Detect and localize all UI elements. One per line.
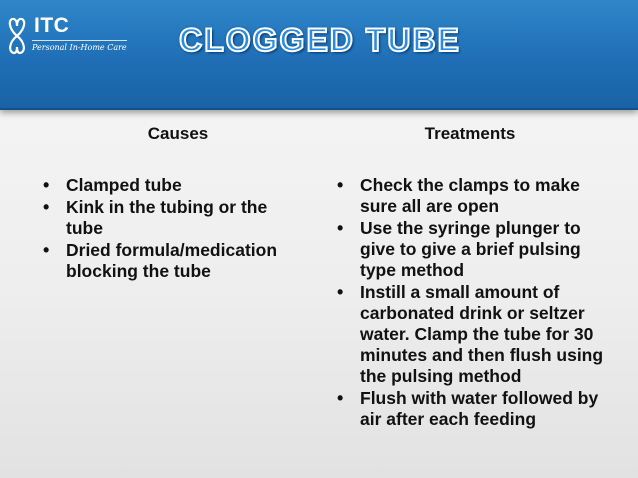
cause-text: Dried formula/medication blocking the tube (66, 240, 278, 281)
treatments-list (332, 175, 607, 431)
logo-name: ITC (34, 14, 70, 37)
bullet-icon: • (337, 388, 344, 408)
list-item (38, 197, 308, 239)
causes-list (38, 175, 308, 283)
header-banner (0, 0, 638, 110)
bullet-icon: • (337, 282, 344, 302)
bullet-icon: • (43, 175, 50, 195)
bullet-icon: • (337, 218, 344, 238)
treatment-text: Instill a small amount of carbonated drink or seltzer water. Clamp the tube for 30 minutes and then flush using the pulsing method (360, 282, 604, 386)
cause-text: Kink in the tubing or the tube (66, 197, 268, 238)
treatment-text: Use the syringe plunger to give to give a brief pulsing type method (360, 218, 581, 280)
company-logo (4, 14, 127, 56)
treatment-text: Check the clamps to make sure all are open (360, 175, 580, 216)
treatments-heading: Treatments (424, 124, 516, 143)
treatment-text: Flush with water followed by air after each feeding (360, 388, 599, 429)
bullet-icon: • (337, 175, 344, 195)
cause-text: Clamped tube (66, 175, 182, 195)
list-item (332, 218, 607, 281)
bullet-icon: • (43, 197, 50, 217)
list-item (38, 175, 308, 196)
list-item (332, 175, 607, 217)
bullet-icon: • (43, 240, 50, 260)
slide-title: CLOGGED TUBE (179, 22, 461, 58)
list-item (332, 282, 607, 387)
list-item (38, 240, 308, 282)
logo-tagline: Personal In-Home Care (32, 40, 127, 52)
heart-ribbon-logo-icon (4, 16, 30, 56)
list-item (332, 388, 607, 430)
causes-heading: Causes (147, 124, 209, 143)
